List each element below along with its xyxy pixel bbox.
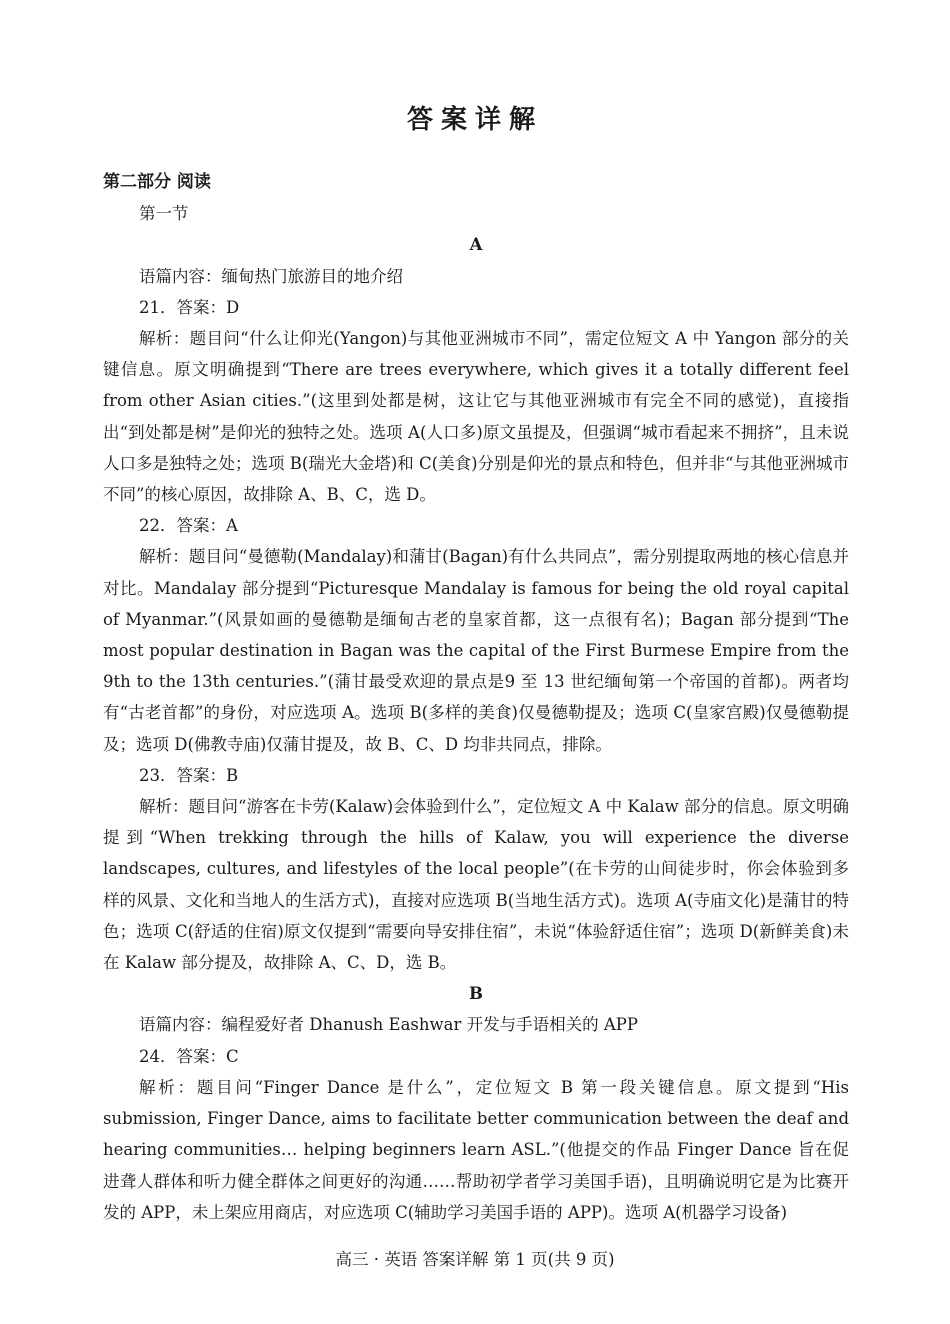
- q22-analysis: 解析：题目问“曼德勒(Mandalay)和蒲甘(Bagan)有什么共同点”，需分别提取两地的核心信息并对比。Mandalay 部分提到“Picturesque Mandalay is famous for being the old royal capital of Myanmar.”(风景如画的曼德勒是缅甸古老的皇家首都，这一点很有名)；Bagan 部分提到“The most popular destination in Bagan was the capital of the First Burmese Empire from the 9th to the 13th centuries.”(蒲甘最受欢迎的景点是9 至 13 世纪缅甸第一个帝国的首都)。两者均有“古老首都”的身份，对应选项 A。选项 B(多样的美食)仅曼德勒提及；选项 C(皇家宫殿)仅曼德勒提及；选项 D(佛教寺庙)仅蒲甘提及，故 B、C、D 均非共同点，排除。: [103, 547, 849, 754]
- q23-answer: 23．答案：B: [139, 765, 239, 785]
- q21-answer: 21．答案：D: [139, 297, 240, 317]
- section-label: 第一节: [139, 204, 189, 224]
- part-heading: 第二部分 阅读: [103, 172, 211, 192]
- answer-content: [103, 167, 849, 1228]
- q24-answer: 24．答案：C: [139, 1046, 239, 1066]
- passage-b-topic: 语篇内容：编程爱好者 Dhanush Eashwar 开发与手语相关的 APP: [139, 1015, 638, 1035]
- passage-a-topic: 语篇内容：缅甸热门旅游目的地介绍: [139, 266, 403, 286]
- q22-answer: 22．答案：A: [139, 516, 238, 536]
- page-title: 答案详解: [406, 105, 543, 135]
- page-footer: 高三 · 英语 答案详解 第 1 页(共 9 页): [335, 1250, 615, 1269]
- q21-analysis: 解析：题目问“什么让仰光(Yangon)与其他亚洲城市不同”，需定位短文 A 中 Yangon 部分的关键信息。原文明确提到“There are trees everywhere, which gives it a totally different feel from other Asian cities.”(这里到处都是树，这让它与其他亚洲城市有完全不同的感觉)，直接指出“到处都是树”是仰光的独特之处。选项 A(人口多)原文虽提及，但强调“城市看起来不拥挤”，且未说人口多是独特之处；选项 B(瑞光大金塔)和 C(美食)分别是仰光的景点和特色，但并非“与其他亚洲城市不同”的核心原因，故排除 A、B、C，选 D。: [103, 329, 849, 505]
- q23-analysis: 解析：题目问“游客在卡劳(Kalaw)会体验到什么”，定位短文 A 中 Kalaw 部分的信息。原文明确提到“When trekking through the hills of Kalaw, you will experience the diverse landscapes, cultures, and lifestyles of the local people”(在卡劳的山间徒步时，你会体验到多样的风景、文化和当地人的生活方式)，直接对应选项 B(当地生活方式)。选项 A(寺庙文化)是蒲甘的特色；选项 C(舒适的住宿)原文仅提到“需要向导安排住宿”，未说“体验舒适住宿”；选项 D(新鲜美食)未在 Kalaw 部分提及，故排除 A、C、D，选 B。: [103, 797, 849, 973]
- q24-analysis: 解析：题目问“Finger Dance 是什么”，定位短文 B 第一段关键信息。原文提到“His submission, Finger Dance, aims to facilitate better communication between the deaf and hearing communities… helping beginners learn ASL.”(他提交的作品 Finger Dance 旨在促进聋人群体和听力健全群体之间更好的沟通……帮助初学者学习美国手语)，且明确说明它是为比赛开发的 APP，未上架应用商店，对应选项 C(辅助学习美国手语的 APP)。选项 A(机器学习设备): [103, 1077, 849, 1222]
- passage-a-label: A: [469, 235, 483, 255]
- passage-b-label: B: [469, 984, 483, 1004]
